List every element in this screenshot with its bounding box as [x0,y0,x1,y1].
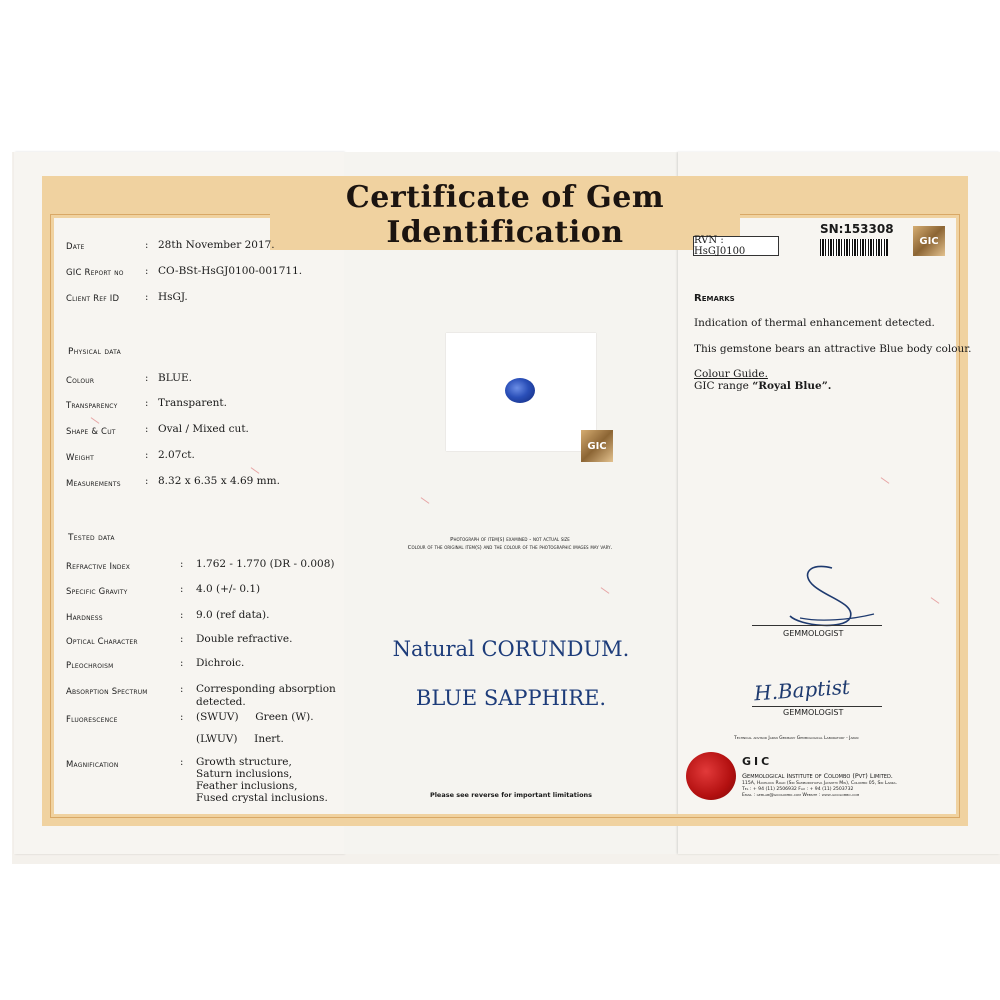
physical-row [66,453,94,463]
gic-hologram-icon [913,226,945,256]
conclusion-variety: BLUE SAPPHIRE. [415,686,607,710]
institute-address: 115A, Havelock Road (Sri Sambuddhatva Jayanthi Mw), Colombo 05, Sri Lanka. [742,781,898,786]
tested-value: Dichroic. [196,657,245,669]
right-panel [678,152,1000,854]
sapphire-gem-image [505,378,535,403]
colon: : [180,757,184,768]
detail-row-date [66,242,84,252]
magnification-line: Growth structure, [196,756,292,768]
gemmologist-label-2: GEMMOLOGIST [783,708,844,717]
colon: : [145,398,149,409]
colon: : [145,240,149,251]
detail-row-report [66,268,124,278]
left-panel [14,152,344,854]
detail-label: Client Ref ID [66,294,120,304]
colon: : [180,610,184,621]
colour-guide-label: Colour Guide. [694,368,768,380]
magnification-line: Feather inclusions, [196,780,298,792]
tested-label: Specific Gravity [66,587,128,597]
remark-line-2: This gemstone bears an attractive Blue body colour. [694,343,972,355]
tested-row [66,687,148,697]
tested-label: Absorption Spectrum [66,687,148,697]
colon: : [180,559,184,570]
tested-value: Corresponding absorption [196,683,336,695]
physical-value: 8.32 x 6.35 x 4.69 mm. [158,475,280,487]
gic-hologram-icon: GIC [581,430,613,462]
physical-value: Transparent. [158,397,227,409]
physical-label: Measurements [66,479,121,489]
colon: : [145,292,149,303]
remark-line-1: Indication of thermal enhancement detected. [694,317,935,329]
colon: : [145,450,149,461]
tested-row [66,637,138,647]
magnification-line: Fused crystal inclusions. [196,792,328,804]
physical-label: Shape & Cut [66,427,116,437]
physical-value: BLUE. [158,372,192,384]
physical-value: 2.07ct. [158,449,195,461]
tested-value: (SWUV) Green (W). [196,711,314,723]
tested-heading: Tested data [68,533,115,543]
tested-row [66,562,130,572]
institute-phone: Tel : + 94 (11) 2506932 Fax : + 94 (11) 2503732 [742,787,854,792]
detail-row-client [66,294,119,304]
tested-label: Magnification [66,760,119,770]
gemmologist-label-1: GEMMOLOGIST [783,629,844,638]
tested-value: 9.0 (ref data). [196,609,270,621]
tested-row [66,613,103,623]
colon: : [180,658,184,669]
colon: : [180,584,184,595]
physical-label: Weight [66,453,94,463]
physical-row [66,479,121,489]
tested-value: 4.0 (+/- 0.1) [196,583,261,595]
detail-label: GIC Report no [66,268,124,278]
physical-value: Oval / Mixed cut. [158,423,249,435]
limitations-note: Please see reverse for important limitations [429,791,593,799]
physical-row [66,427,116,437]
photo-note-1: Photograph of item(s) examined - not actual size [450,537,570,543]
tested-value-cont: (LWUV) Inert. [196,733,284,745]
colour-guide-value [694,380,831,392]
magnification-line: Saturn inclusions, [196,768,293,780]
guide-range: “Royal Blue”. [752,380,832,392]
detail-value: CO-BSt-HsGJ0100-001711. [158,265,303,277]
institute-email: Email : gemlab@gicolombo.com Website : www.gicolombo.com [742,793,860,798]
photo-note-2: Colour of the original item(s) and the colour of the photographic images may vary. [407,545,613,551]
physical-label: Transparency [66,401,118,411]
center-panel [344,152,678,854]
tested-label: Fluorescence [66,715,118,725]
tested-row [66,715,118,725]
colon: : [180,684,184,695]
guide-prefix: GIC range [694,380,753,392]
gic-name: GIC [742,755,773,768]
certificate-title: Certificate of Gem Identification [270,180,740,250]
tested-row [66,587,128,597]
rvn-box: RVN : HsGJ0100 [693,236,779,256]
detail-value: HsGJ. [158,291,188,303]
tested-row [66,760,119,770]
tested-row [66,661,114,671]
colon: : [145,373,149,384]
serial-number: SN:153308 [820,222,894,236]
detail-value: 28th November 2017. [158,239,275,251]
colon: : [145,476,149,487]
physical-heading: Physical data [68,347,122,357]
tested-label: Refractive Index [66,562,131,572]
physical-row [66,376,94,386]
colon: : [145,266,149,277]
tested-label: Optical Character [66,637,138,647]
tested-value-cont: detected. [196,696,246,708]
remarks-heading: Remarks [694,293,735,304]
colon: : [180,634,184,645]
physical-row [66,401,117,411]
wax-seal-icon [686,752,736,800]
colon: : [145,424,149,435]
technical-advisor: Technical advisor Japan Germany Gemmological Laboratory - Japan [734,736,859,741]
signature-2: H.Baptist [753,674,851,706]
conclusion-species: Natural CORUNDUM. [392,637,630,661]
hologram-label: GIC [919,235,939,247]
detail-label: Date [66,242,85,252]
colon: : [180,712,184,723]
signature-1 [770,560,880,632]
signature-line-2 [752,706,882,707]
institute-name: Gemmological Institute of Colombo (Pvt) Limited. [742,772,893,780]
tested-value: Double refractive. [196,633,293,645]
tested-label: Hardness [66,613,103,623]
physical-label: Colour [66,376,95,386]
tested-value: 1.762 - 1.770 (DR - 0.008) [196,558,335,570]
barcode [820,239,888,256]
signature-line-1 [752,625,882,626]
tested-label: Pleochroism [66,661,114,671]
